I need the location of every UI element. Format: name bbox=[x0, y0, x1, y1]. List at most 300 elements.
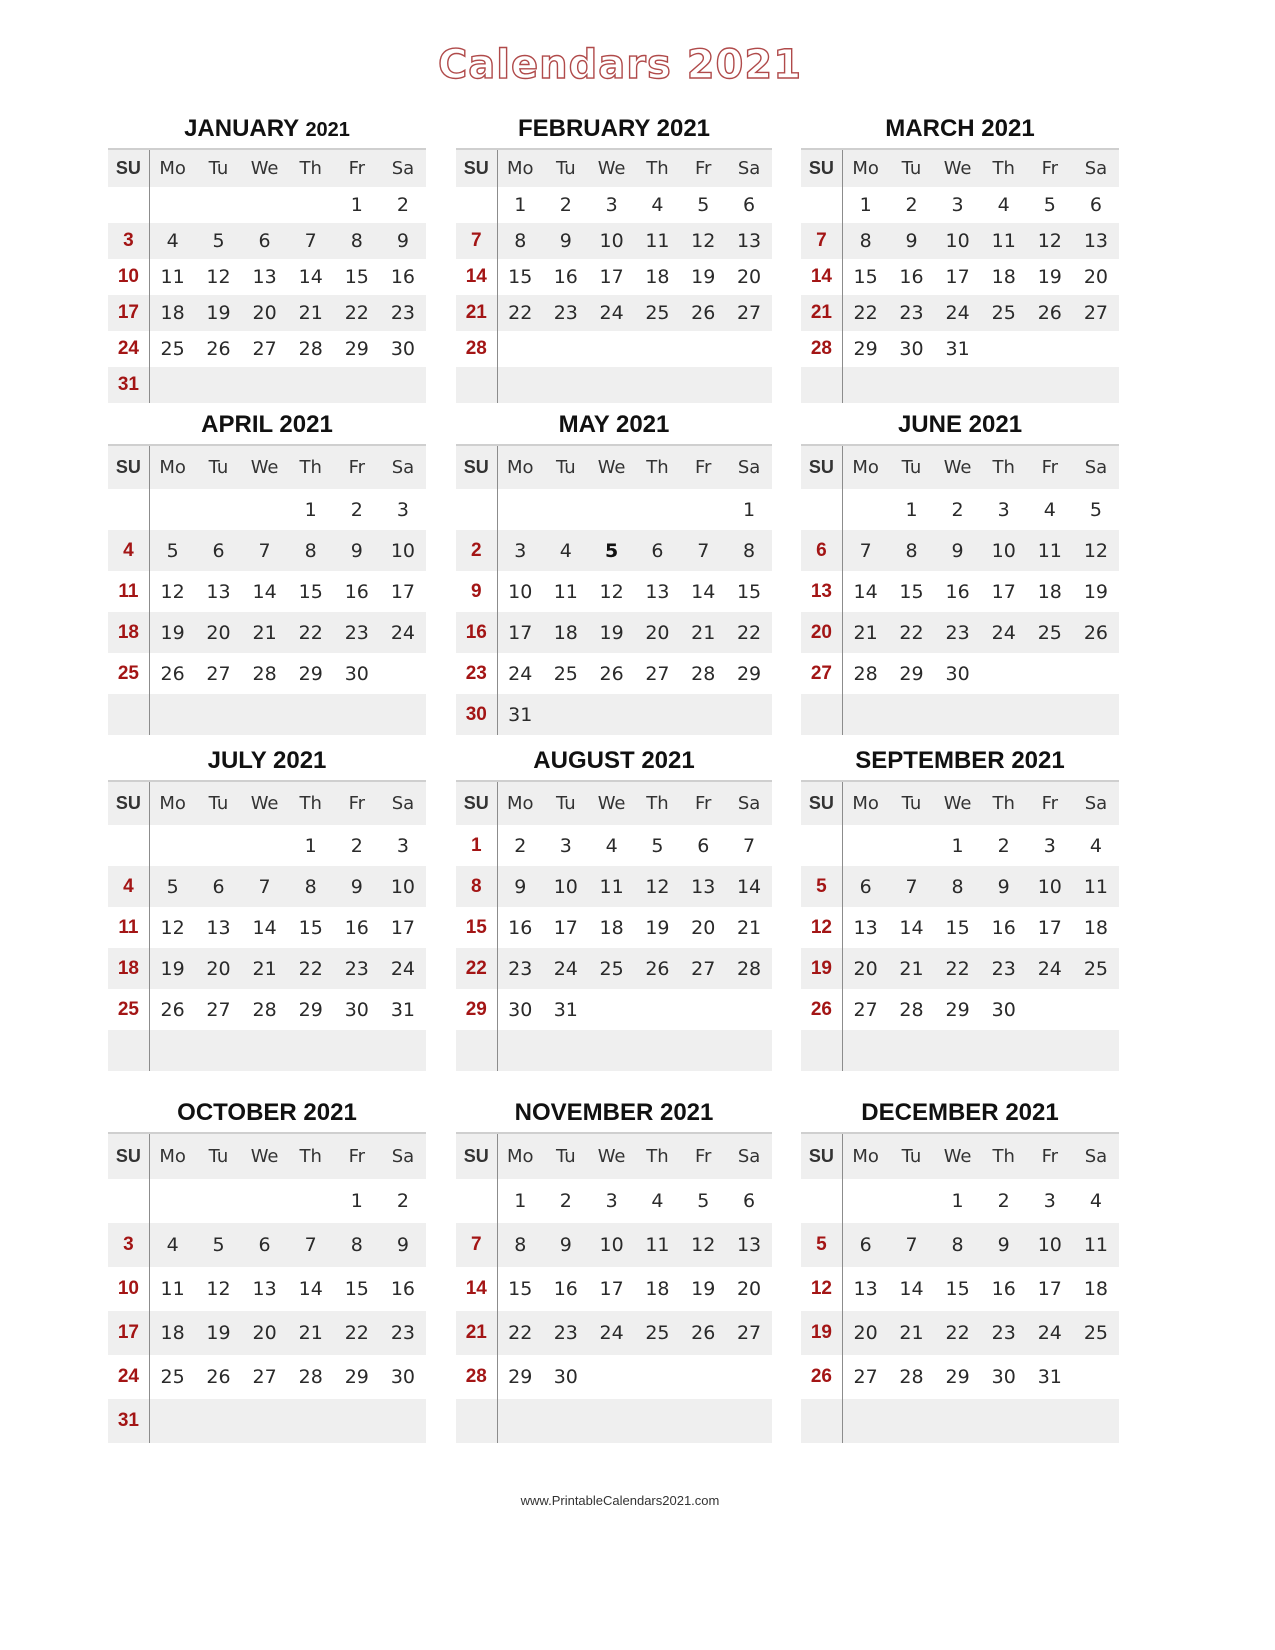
empty-cell bbox=[680, 1030, 726, 1071]
weekday-header: We bbox=[242, 781, 288, 825]
day-cell: 26 bbox=[635, 948, 681, 989]
weekday-header: Fr bbox=[1027, 781, 1073, 825]
day-cell: 10 bbox=[589, 1223, 635, 1267]
empty-cell bbox=[801, 1179, 842, 1223]
day-cell: 11 bbox=[635, 223, 681, 259]
empty-cell bbox=[981, 694, 1027, 735]
day-cell: 9 bbox=[380, 1223, 426, 1267]
weekday-header: Sa bbox=[380, 781, 426, 825]
day-cell: 25 bbox=[981, 295, 1027, 331]
month-december bbox=[801, 1098, 1119, 1443]
empty-cell bbox=[1073, 694, 1119, 735]
day-cell: 5 bbox=[149, 866, 195, 907]
day-cell: 26 bbox=[801, 1355, 842, 1399]
day-cell: 16 bbox=[553, 1278, 578, 1300]
day-cell: 1 bbox=[514, 194, 527, 216]
day-cell: 6 bbox=[801, 530, 842, 571]
weekday-header: SU bbox=[108, 445, 149, 489]
empty-cell bbox=[288, 1399, 334, 1443]
day-cell: 12 bbox=[801, 1267, 842, 1311]
day-cell: 28 bbox=[456, 331, 497, 367]
day-cell: 26 bbox=[680, 1311, 726, 1355]
weekday-header: Tu bbox=[888, 1133, 934, 1179]
day-cell: 5 bbox=[149, 530, 195, 571]
weekday-header: Fr bbox=[334, 445, 380, 489]
day-cell: 19 bbox=[801, 1311, 842, 1355]
day-cell: 12 bbox=[160, 580, 185, 603]
empty-cell bbox=[195, 825, 241, 866]
day-cell: 27 bbox=[1073, 295, 1119, 331]
day-cell: 1 bbox=[951, 1190, 964, 1212]
day-cell: 23 bbox=[497, 948, 543, 989]
day-cell: 11 bbox=[1073, 1223, 1119, 1267]
day-cell: 24 bbox=[508, 662, 533, 685]
day-cell: 30 bbox=[390, 338, 416, 360]
day-cell: 19 bbox=[195, 295, 241, 331]
day-cell: 16 bbox=[991, 1278, 1016, 1300]
day-cell: 29 bbox=[736, 662, 762, 685]
day-cell: 16 bbox=[344, 580, 369, 603]
empty-cell bbox=[1073, 1399, 1119, 1443]
weekday-header: We bbox=[589, 781, 635, 825]
day-cell: 6 bbox=[842, 1223, 888, 1267]
empty-cell bbox=[635, 989, 681, 1030]
day-cell: 22 bbox=[497, 1311, 543, 1355]
day-cell: 17 bbox=[390, 580, 416, 603]
day-cell: 31 bbox=[108, 1399, 149, 1443]
empty-cell bbox=[380, 367, 426, 403]
empty-cell bbox=[981, 1030, 1027, 1071]
day-cell: 30 bbox=[991, 1366, 1016, 1388]
day-cell: 8 bbox=[497, 223, 543, 259]
month-august bbox=[456, 746, 772, 1071]
weekday-header: Th bbox=[635, 149, 681, 187]
weekday-header: Mo bbox=[149, 149, 195, 187]
day-cell: 14 bbox=[252, 580, 277, 603]
day-cell: 10 bbox=[108, 1267, 149, 1311]
empty-cell bbox=[635, 367, 681, 403]
day-cell: 8 bbox=[935, 866, 981, 907]
weekday-header: Mo bbox=[149, 1133, 195, 1179]
day-cell: 16 bbox=[390, 266, 416, 288]
empty-cell bbox=[589, 694, 635, 735]
day-cell: 9 bbox=[935, 530, 981, 571]
day-cell: 8 bbox=[726, 530, 772, 571]
day-cell: 6 bbox=[743, 1190, 756, 1212]
day-cell: 24 bbox=[1027, 1311, 1073, 1355]
empty-cell bbox=[680, 1355, 726, 1399]
day-cell: 2 bbox=[559, 194, 572, 216]
day-cell: 10 bbox=[589, 223, 635, 259]
empty-cell bbox=[334, 694, 380, 735]
day-cell: 2 bbox=[396, 194, 409, 216]
month-title bbox=[801, 114, 1119, 144]
month-year: 2021 bbox=[615, 411, 670, 438]
empty-cell bbox=[1073, 989, 1119, 1030]
empty-cell bbox=[1027, 694, 1073, 735]
day-cell: 8 bbox=[935, 1223, 981, 1267]
day-cell: 5 bbox=[195, 1223, 241, 1267]
weekday-header: We bbox=[242, 1133, 288, 1179]
day-cell: 30 bbox=[553, 1366, 578, 1388]
day-cell: 26 bbox=[206, 1366, 231, 1388]
day-cell: 3 bbox=[396, 498, 409, 521]
day-cell: 13 bbox=[645, 580, 670, 603]
month-july bbox=[108, 746, 426, 1071]
empty-cell bbox=[635, 1030, 681, 1071]
day-cell: 18 bbox=[599, 916, 624, 939]
weekday-header: Mo bbox=[497, 1133, 543, 1179]
day-cell: 19 bbox=[589, 612, 635, 653]
day-cell: 26 bbox=[160, 998, 185, 1021]
empty-cell bbox=[801, 1030, 842, 1071]
month-june bbox=[801, 410, 1119, 735]
day-cell: 29 bbox=[945, 1366, 970, 1388]
weekday-header: SU bbox=[801, 1133, 842, 1179]
empty-cell bbox=[589, 367, 635, 403]
month-table bbox=[801, 444, 1119, 735]
empty-cell bbox=[842, 1179, 888, 1223]
day-cell: 30 bbox=[899, 338, 924, 360]
day-cell: 24 bbox=[108, 1355, 149, 1399]
day-cell: 9 bbox=[888, 223, 934, 259]
weekday-header: We bbox=[935, 445, 981, 489]
day-cell: 29 bbox=[344, 1366, 369, 1388]
day-cell: 27 bbox=[206, 662, 231, 685]
day-cell: 13 bbox=[726, 223, 772, 259]
empty-cell bbox=[108, 1179, 149, 1223]
empty-cell bbox=[1073, 1030, 1119, 1071]
day-cell: 3 bbox=[997, 498, 1010, 521]
empty-cell bbox=[680, 694, 726, 735]
day-cell: 4 bbox=[1089, 1190, 1102, 1212]
empty-cell bbox=[195, 1179, 241, 1223]
day-cell: 27 bbox=[801, 653, 842, 694]
day-cell: 10 bbox=[380, 866, 426, 907]
empty-cell bbox=[497, 489, 543, 530]
empty-cell bbox=[888, 825, 934, 866]
day-cell: 4 bbox=[149, 223, 195, 259]
day-cell: 14 bbox=[899, 1278, 924, 1300]
weekday-header: We bbox=[589, 1133, 635, 1179]
day-cell: 8 bbox=[497, 1223, 543, 1267]
month-name: SEPTEMBER bbox=[855, 747, 1005, 774]
empty-cell bbox=[635, 694, 681, 735]
day-cell: 15 bbox=[853, 266, 878, 288]
weekday-header: Fr bbox=[1027, 445, 1073, 489]
day-cell: 20 bbox=[195, 948, 241, 989]
empty-cell bbox=[456, 489, 497, 530]
day-cell: 23 bbox=[543, 295, 589, 331]
day-cell: 15 bbox=[736, 580, 762, 603]
day-cell: 7 bbox=[456, 223, 497, 259]
day-cell: 17 bbox=[945, 266, 970, 288]
day-cell: 5 bbox=[801, 866, 842, 907]
empty-cell bbox=[726, 1399, 772, 1443]
day-cell: 9 bbox=[380, 223, 426, 259]
day-cell: 15 bbox=[298, 916, 323, 939]
weekday-header: Th bbox=[635, 1133, 681, 1179]
month-table bbox=[456, 780, 772, 1071]
month-year: 2021 bbox=[1011, 747, 1065, 774]
empty-cell bbox=[1027, 989, 1073, 1030]
weekday-header: Mo bbox=[842, 781, 888, 825]
day-cell: 18 bbox=[149, 1311, 195, 1355]
day-cell: 17 bbox=[497, 612, 543, 653]
weekday-header: SU bbox=[801, 149, 842, 187]
day-cell: 23 bbox=[981, 1311, 1027, 1355]
day-cell: 14 bbox=[853, 580, 878, 603]
month-table bbox=[801, 780, 1119, 1071]
empty-cell bbox=[888, 1179, 934, 1223]
day-cell: 26 bbox=[206, 338, 231, 360]
month-october bbox=[108, 1098, 426, 1443]
day-cell: 21 bbox=[242, 612, 288, 653]
empty-cell bbox=[726, 1355, 772, 1399]
month-year: 2021 bbox=[981, 115, 1035, 142]
empty-cell bbox=[334, 1399, 380, 1443]
empty-cell bbox=[380, 1399, 426, 1443]
empty-cell bbox=[543, 1399, 589, 1443]
day-cell: 5 bbox=[697, 1190, 710, 1212]
day-cell: 25 bbox=[108, 989, 149, 1030]
empty-cell bbox=[842, 694, 888, 735]
day-cell: 6 bbox=[242, 1223, 288, 1267]
empty-cell bbox=[726, 331, 772, 367]
empty-cell bbox=[195, 1030, 241, 1071]
day-cell: 22 bbox=[888, 612, 934, 653]
day-cell: 9 bbox=[334, 866, 380, 907]
day-cell: 14 bbox=[456, 259, 497, 295]
empty-cell bbox=[242, 825, 288, 866]
day-cell: 30 bbox=[456, 694, 497, 735]
day-cell: 4 bbox=[1089, 834, 1102, 857]
day-cell: 12 bbox=[160, 916, 185, 939]
day-cell: 16 bbox=[553, 266, 578, 288]
day-cell: 31 bbox=[553, 998, 578, 1021]
empty-cell bbox=[108, 489, 149, 530]
day-cell: 5 bbox=[651, 834, 664, 857]
day-cell: 11 bbox=[553, 580, 578, 603]
empty-cell bbox=[242, 489, 288, 530]
day-cell: 23 bbox=[380, 1311, 426, 1355]
day-cell: 24 bbox=[108, 331, 149, 367]
weekday-header: Mo bbox=[497, 781, 543, 825]
day-cell: 6 bbox=[1089, 194, 1102, 216]
day-cell: 11 bbox=[160, 266, 185, 288]
month-table bbox=[108, 780, 426, 1071]
day-cell: 20 bbox=[801, 612, 842, 653]
month-name: JANUARY bbox=[184, 115, 299, 142]
day-cell: 16 bbox=[945, 580, 970, 603]
day-cell: 25 bbox=[1027, 612, 1073, 653]
day-cell: 22 bbox=[288, 948, 334, 989]
day-cell: 9 bbox=[543, 1223, 589, 1267]
day-cell: 30 bbox=[344, 998, 369, 1021]
empty-cell bbox=[589, 489, 635, 530]
day-cell: 13 bbox=[853, 916, 878, 939]
weekday-header: Mo bbox=[842, 1133, 888, 1179]
day-cell: 11 bbox=[1027, 530, 1073, 571]
day-cell: 23 bbox=[380, 295, 426, 331]
weekday-header: Tu bbox=[888, 781, 934, 825]
weekday-header: SU bbox=[456, 149, 497, 187]
day-cell: 29 bbox=[298, 662, 323, 685]
day-cell: 11 bbox=[635, 1223, 681, 1267]
day-cell: 7 bbox=[842, 530, 888, 571]
day-cell: 18 bbox=[149, 295, 195, 331]
weekday-header: We bbox=[935, 1133, 981, 1179]
day-cell: 24 bbox=[543, 948, 589, 989]
day-cell: 17 bbox=[553, 916, 578, 939]
weekday-header: Tu bbox=[543, 149, 589, 187]
day-cell: 7 bbox=[242, 866, 288, 907]
day-cell: 25 bbox=[108, 653, 149, 694]
day-cell: 15 bbox=[456, 907, 497, 948]
month-february bbox=[456, 114, 772, 403]
day-cell: 3 bbox=[396, 834, 409, 857]
day-cell: 23 bbox=[334, 612, 380, 653]
weekday-header: Tu bbox=[543, 1133, 589, 1179]
day-cell: 6 bbox=[697, 834, 710, 857]
day-cell: 2 bbox=[514, 834, 527, 857]
month-name: AUGUST bbox=[533, 747, 635, 774]
weekday-header: Mo bbox=[842, 445, 888, 489]
empty-cell bbox=[842, 1030, 888, 1071]
day-cell: 25 bbox=[589, 948, 635, 989]
empty-cell bbox=[589, 1355, 635, 1399]
empty-cell bbox=[288, 1030, 334, 1071]
day-cell: 30 bbox=[508, 998, 533, 1021]
empty-cell bbox=[543, 331, 589, 367]
day-cell: 11 bbox=[589, 866, 635, 907]
empty-cell bbox=[195, 187, 241, 223]
footer-url: www.PrintableCalendars2021.com bbox=[520, 1493, 720, 1508]
empty-cell bbox=[935, 694, 981, 735]
month-name: JUNE bbox=[897, 411, 962, 438]
day-cell: 27 bbox=[726, 295, 772, 331]
day-cell: 23 bbox=[334, 948, 380, 989]
month-name: MARCH bbox=[885, 115, 975, 142]
day-cell: 17 bbox=[1037, 916, 1062, 939]
day-cell: 12 bbox=[206, 266, 231, 288]
day-cell: 27 bbox=[645, 662, 670, 685]
day-cell: 17 bbox=[991, 580, 1016, 603]
day-cell: 27 bbox=[206, 998, 231, 1021]
weekday-header: Sa bbox=[1073, 781, 1119, 825]
day-cell: 30 bbox=[390, 1366, 416, 1388]
day-cell: 1 bbox=[905, 498, 918, 521]
day-cell: 13 bbox=[206, 580, 231, 603]
month-year: 2021 bbox=[1005, 1099, 1059, 1126]
empty-cell bbox=[1073, 653, 1119, 694]
day-cell: 7 bbox=[242, 530, 288, 571]
day-cell: 4 bbox=[651, 1190, 664, 1212]
day-cell: 16 bbox=[899, 266, 924, 288]
empty-cell bbox=[456, 1030, 497, 1071]
day-cell: 23 bbox=[456, 653, 497, 694]
weekday-header: Sa bbox=[1073, 149, 1119, 187]
day-cell: 31 bbox=[497, 694, 543, 735]
weekday-header: Fr bbox=[680, 1133, 726, 1179]
day-cell: 11 bbox=[108, 571, 149, 612]
day-cell: 12 bbox=[680, 223, 726, 259]
empty-cell bbox=[589, 989, 635, 1030]
empty-cell bbox=[935, 1399, 981, 1443]
day-cell: 5 bbox=[697, 194, 710, 216]
month-title bbox=[456, 114, 772, 144]
weekday-header: Tu bbox=[543, 445, 589, 489]
weekday-header: Fr bbox=[1027, 149, 1073, 187]
weekday-header: We bbox=[589, 445, 635, 489]
empty-cell bbox=[108, 187, 149, 223]
empty-cell bbox=[981, 653, 1027, 694]
day-cell: 6 bbox=[743, 194, 756, 216]
day-cell: 28 bbox=[298, 1366, 323, 1388]
weekday-header: We bbox=[242, 445, 288, 489]
month-march bbox=[801, 114, 1119, 403]
month-name: APRIL bbox=[201, 411, 273, 438]
empty-cell bbox=[801, 489, 842, 530]
day-cell: 1 bbox=[304, 498, 317, 521]
weekday-header: Th bbox=[981, 445, 1027, 489]
day-cell: 7 bbox=[888, 866, 934, 907]
empty-cell bbox=[589, 1399, 635, 1443]
day-cell: 18 bbox=[991, 266, 1016, 288]
empty-cell bbox=[888, 1399, 934, 1443]
day-cell: 28 bbox=[801, 331, 842, 367]
day-cell: 5 bbox=[1089, 498, 1102, 521]
day-cell: 1 bbox=[514, 1190, 527, 1212]
weekday-header: Tu bbox=[195, 781, 241, 825]
month-table bbox=[108, 444, 426, 735]
day-cell: 24 bbox=[589, 295, 635, 331]
day-cell: 5 bbox=[589, 530, 635, 571]
day-cell: 6 bbox=[242, 223, 288, 259]
weekday-header: Fr bbox=[1027, 1133, 1073, 1179]
day-cell: 14 bbox=[899, 916, 924, 939]
day-cell: 7 bbox=[288, 1223, 334, 1267]
day-cell: 28 bbox=[691, 662, 716, 685]
empty-cell bbox=[497, 331, 543, 367]
empty-cell bbox=[726, 1030, 772, 1071]
day-cell: 6 bbox=[195, 866, 241, 907]
day-cell: 2 bbox=[396, 1190, 409, 1212]
day-cell: 29 bbox=[456, 989, 497, 1030]
weekday-header: Th bbox=[288, 1133, 334, 1179]
month-table bbox=[108, 148, 426, 403]
month-title bbox=[108, 1098, 426, 1128]
day-cell: 2 bbox=[559, 1190, 572, 1212]
day-cell: 10 bbox=[981, 530, 1027, 571]
month-title bbox=[108, 746, 426, 776]
day-cell: 16 bbox=[508, 916, 533, 939]
day-cell: 31 bbox=[1037, 1366, 1062, 1388]
day-cell: 17 bbox=[599, 266, 624, 288]
day-cell: 13 bbox=[252, 1278, 277, 1300]
month-name: DECEMBER bbox=[861, 1099, 999, 1126]
empty-cell bbox=[497, 1399, 543, 1443]
weekday-header: SU bbox=[801, 445, 842, 489]
weekday-header: Fr bbox=[680, 445, 726, 489]
weekday-header: Th bbox=[981, 149, 1027, 187]
weekday-header: Sa bbox=[726, 1133, 772, 1179]
weekday-header: Th bbox=[635, 781, 681, 825]
empty-cell bbox=[380, 653, 426, 694]
day-cell: 18 bbox=[1083, 916, 1109, 939]
day-cell: 3 bbox=[1043, 1190, 1056, 1212]
day-cell: 21 bbox=[456, 295, 497, 331]
